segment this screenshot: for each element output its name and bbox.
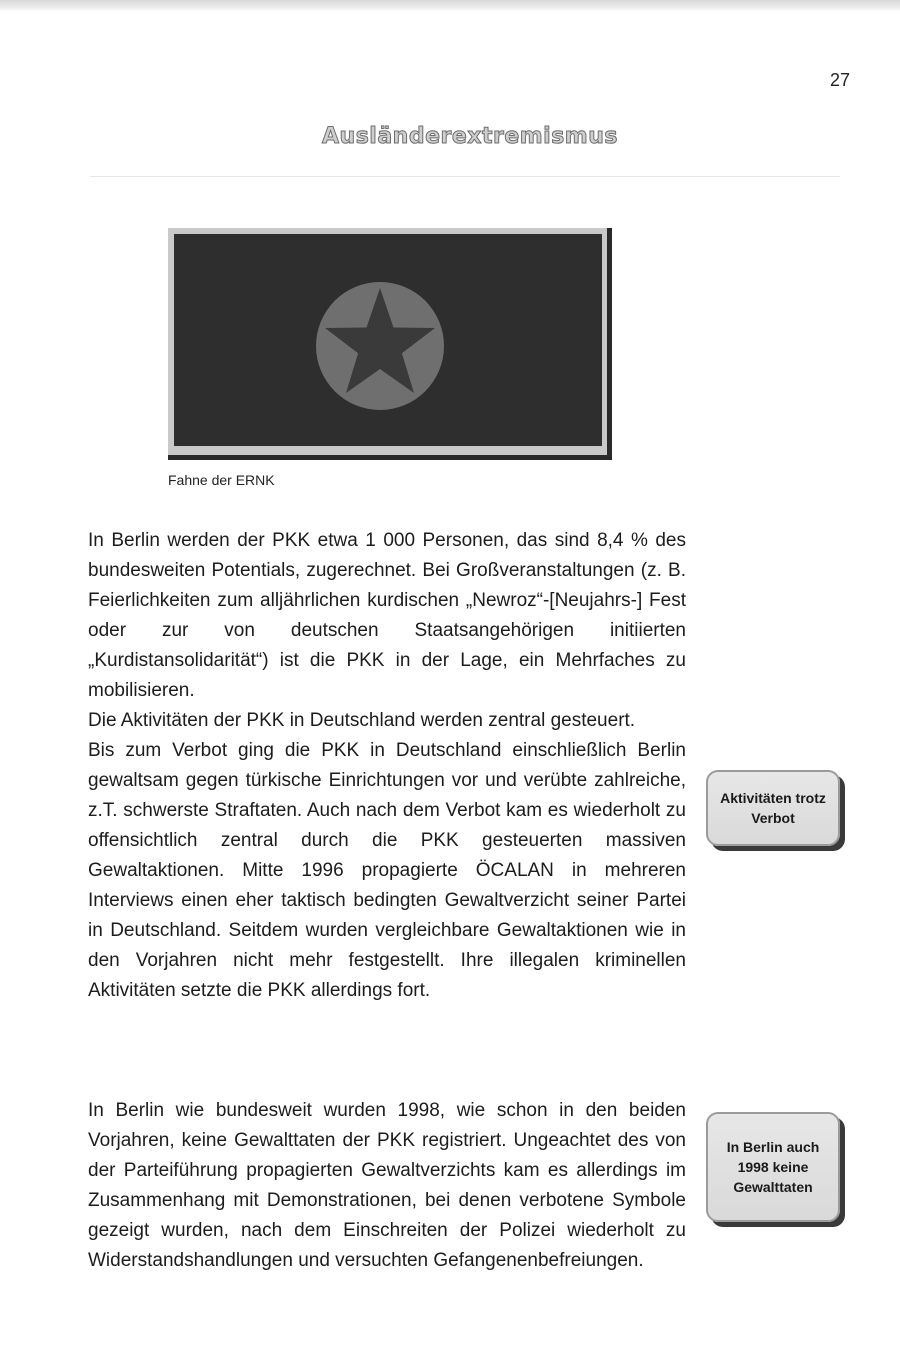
flag-red-star-yellow-circle-icon [174,234,602,446]
margin-note-text: Aktivitäten trotz Verbot [720,790,826,826]
paragraph: Die Aktivitäten der PKK in Deutschland werden zentral gesteuert. [88,710,636,731]
body-text-block-2 [88,1096,686,1276]
paragraph: In Berlin werden der PKK etwa 1 000 Personen, das sind 8,4 % des bundesweiten Potentials, zugerechnet. Bei Großveranstaltungen (z. B. Feierlichkeiten zum alljährlichen kurdischen „Newroz“-[Neujahrs-] Fest oder zur von deutschen Staatsangehörigen initiierten „Kurdistansolidarität“) ist die PKK in der Lage, ein Mehrfaches zu mobilisieren. [88,530,686,701]
body-text-block-1 [88,526,686,1006]
flag-image-frame [168,228,612,460]
page-number: 27 [829,70,850,90]
figure-caption: Fahne der ERNK [168,472,275,488]
section-title: Ausländerextremismus [322,124,618,149]
title-divider [90,176,840,177]
ernk-flag [174,234,602,446]
top-rule [0,0,900,10]
margin-note-no-violence [706,1112,840,1222]
paragraph: Bis zum Verbot ging die PKK in Deutschland einschließlich Berlin gewaltsam gegen türkische Einrichtungen vor und verübte zahlreiche, z.T. schwerste Straftaten. Auch nach dem Verbot kam es wiederholt zu offensichtlich zentral durch die PKK gesteuerten massiven Gewaltaktionen. Mitte 1996 propagierte ÖCALAN in mehreren Interviews einen eher taktisch bedingten Gewaltverzicht seiner Partei in Deutschland. Seitdem wurden vergleichbare Gewaltaktionen wie in den Vorjahren nicht mehr festgestellt. Ihre illegalen kriminellen Aktivitäten setzte die PKK allerdings fort. [88,740,686,1001]
margin-note-text: In Berlin auch 1998 keine Gewalttaten [726,1139,820,1195]
margin-note-activities [706,770,840,846]
paragraph: In Berlin wie bundesweit wurden 1998, wie schon in den beiden Vorjahren, keine Gewalttaten der PKK registriert. Ungeachtet des von der Parteiführung propagierten Gewaltverzichts kam es allerdings im Zusammenhang mit Demonstrationen, bei denen verbotene Symbole gezeigt wurden, nach dem Einschreiten der Polizei wiederholt zu Widerstandshandlungen und versuchten Gefangenenbefreiungen. [88,1100,686,1271]
